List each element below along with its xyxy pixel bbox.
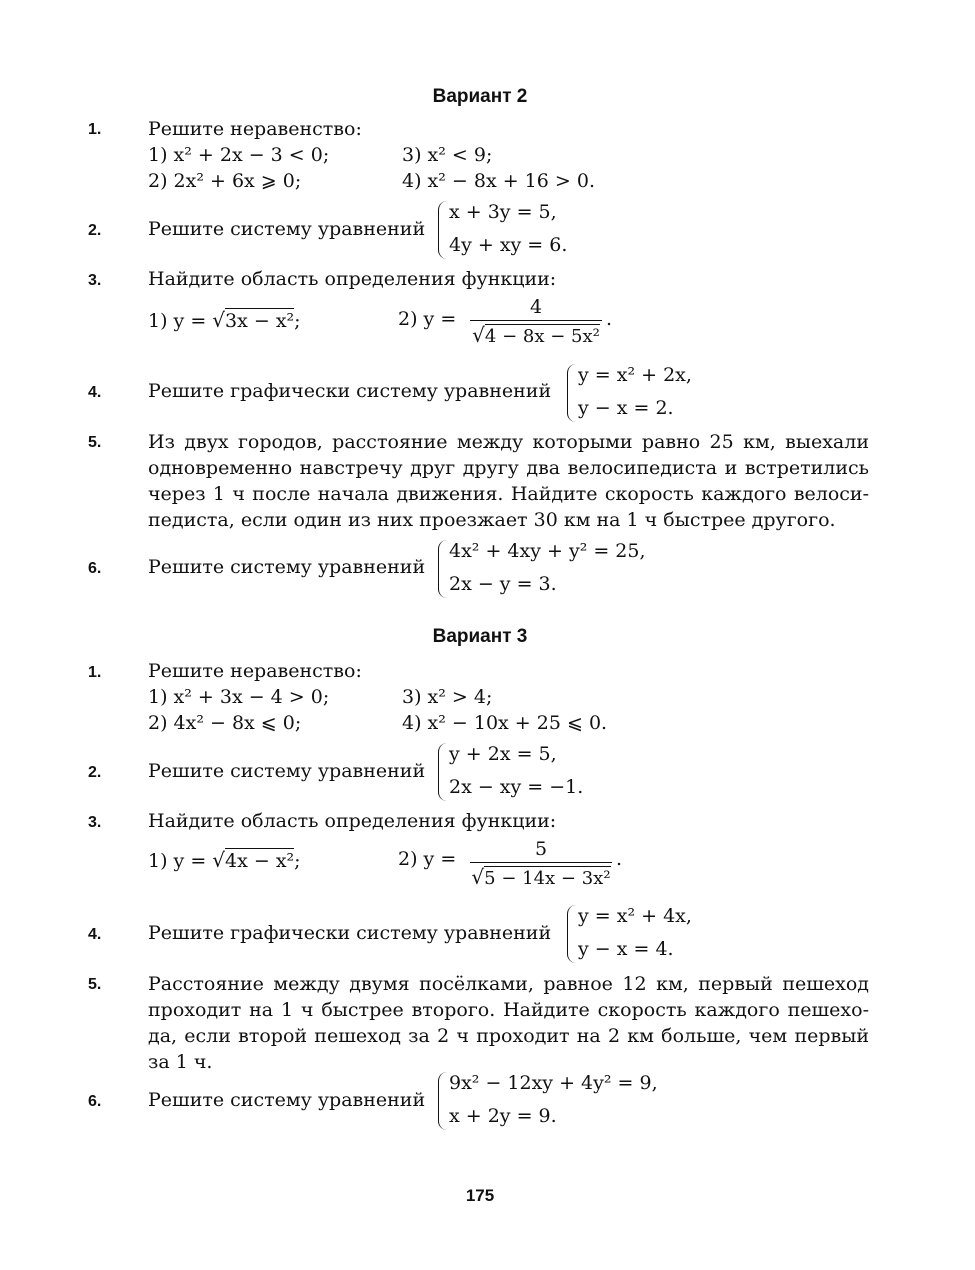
system-equation: y = x² + 4x, xyxy=(578,905,692,927)
fraction-denominator xyxy=(470,863,612,889)
problem-number: 2. xyxy=(88,222,102,239)
system-equation: y − x = 4. xyxy=(578,938,674,960)
problem-text: Решите графически систему уравнений xyxy=(148,380,552,402)
punctuation: . xyxy=(616,848,623,870)
system-equation: x + 3y = 5, xyxy=(449,201,557,223)
root-sign: √ xyxy=(212,308,226,332)
problem-number: 4. xyxy=(88,384,102,401)
punctuation: ; xyxy=(294,850,301,872)
root-sign: √ xyxy=(471,865,485,889)
system-brace xyxy=(438,1072,448,1130)
problem-text: Решите систему уравнений xyxy=(148,760,426,782)
system-equation: y − x = 2. xyxy=(578,397,674,419)
problem-number: 6. xyxy=(88,1093,102,1110)
domain-function-1 xyxy=(148,848,301,872)
inequality-item: 2) 4x² − 8x ⩽ 0; xyxy=(148,712,302,734)
inequality-item: 2) 2x² + 6x ⩾ 0; xyxy=(148,170,302,192)
problem-number: 5. xyxy=(88,976,102,993)
problem-text: Решите систему уравнений xyxy=(148,556,426,578)
variant-2-title: Вариант 2 xyxy=(432,86,528,107)
function-prefix: 2) y = xyxy=(398,308,457,330)
system-brace xyxy=(438,743,448,801)
domain-function-1 xyxy=(148,308,301,332)
function-prefix: 2) y = xyxy=(398,848,457,870)
problem-text: Найдите область определения функции: xyxy=(148,810,557,832)
problem-text: Решите неравенство: xyxy=(148,118,362,140)
system-equation: 2x − y = 3. xyxy=(449,573,557,595)
problem-number: 2. xyxy=(88,764,102,781)
problem-number: 3. xyxy=(88,272,102,289)
inequality-item: 3) x² < 9; xyxy=(402,144,493,166)
punctuation: ; xyxy=(294,310,301,332)
word-problem: Расстояние между двумя посёлками, равное 12 км, первый пешеход проходит на 1 ч быстрее второго. Найдите скорость каждого пешехода, если второй пешеход за 2 ч проходит на 2 км больше, чем первый за 1 ч. xyxy=(148,973,869,1073)
page-number: 175 xyxy=(465,1186,495,1205)
system-brace xyxy=(567,905,577,963)
problem-number: 3. xyxy=(88,814,102,831)
fraction-numerator: 5 xyxy=(534,838,548,860)
system-brace xyxy=(438,540,448,598)
inequality-item: 1) x² + 3x − 4 > 0; xyxy=(148,686,330,708)
fraction-numerator: 4 xyxy=(529,296,543,318)
problem-text: Решите графически систему уравнений xyxy=(148,922,552,944)
problem-number: 4. xyxy=(88,926,102,943)
function-prefix: 1) y = xyxy=(148,850,207,872)
problem-number: 1. xyxy=(88,121,102,138)
fraction xyxy=(470,296,602,347)
radicand: 3x − x² xyxy=(225,310,295,332)
system-equation: 4y + xy = 6. xyxy=(449,234,568,256)
radicand: 4x − x² xyxy=(225,850,295,872)
system-equation: 2x − xy = −1. xyxy=(449,776,584,798)
inequality-item: 4) x² − 8x + 16 > 0. xyxy=(402,170,595,192)
problem-number: 5. xyxy=(88,434,102,451)
problem-text: Решите систему уравнений xyxy=(148,1089,426,1111)
fraction-denominator xyxy=(470,321,602,347)
system-equation: 9x² − 12xy + 4y² = 9, xyxy=(449,1072,658,1094)
fraction xyxy=(470,838,612,889)
problem-text: Решите систему уравнений xyxy=(148,218,426,240)
root-sign: √ xyxy=(472,323,485,347)
problem-text: Решите неравенство: xyxy=(148,660,362,682)
system-equation: y + 2x = 5, xyxy=(449,743,557,765)
problem-number: 1. xyxy=(88,664,102,681)
radicand: 4 − 8x − 5x² xyxy=(484,326,600,347)
root-sign: √ xyxy=(212,848,226,872)
inequality-item: 1) x² + 2x − 3 < 0; xyxy=(148,144,330,166)
system-equation: x + 2y = 9. xyxy=(449,1105,557,1127)
system-equation: 4x² + 4xy + y² = 25, xyxy=(449,540,646,562)
inequality-item: 3) x² > 4; xyxy=(402,686,493,708)
system-brace xyxy=(567,364,577,422)
radicand: 5 − 14x − 3x² xyxy=(484,868,611,889)
punctuation: . xyxy=(606,308,613,330)
function-prefix: 1) y = xyxy=(148,310,207,332)
inequality-item: 4) x² − 10x + 25 ⩽ 0. xyxy=(402,712,608,734)
problem-text: Найдите область определения функции: xyxy=(148,268,557,290)
system-equation: y = x² + 2x, xyxy=(578,364,692,386)
problem-number: 6. xyxy=(88,560,102,577)
system-brace xyxy=(438,201,448,259)
word-problem: Из двух городов, расстояние между которыми равно 25 км, выехали одновременно навстречу друг другу два велосипедиста и встретились через 1 ч после начала движения. Найдите скорость каждого велосипедиста, если один из них проезжает 30 км на 1 ч быстрее другого. xyxy=(148,431,869,531)
variant-3-title: Вариант 3 xyxy=(432,626,528,647)
